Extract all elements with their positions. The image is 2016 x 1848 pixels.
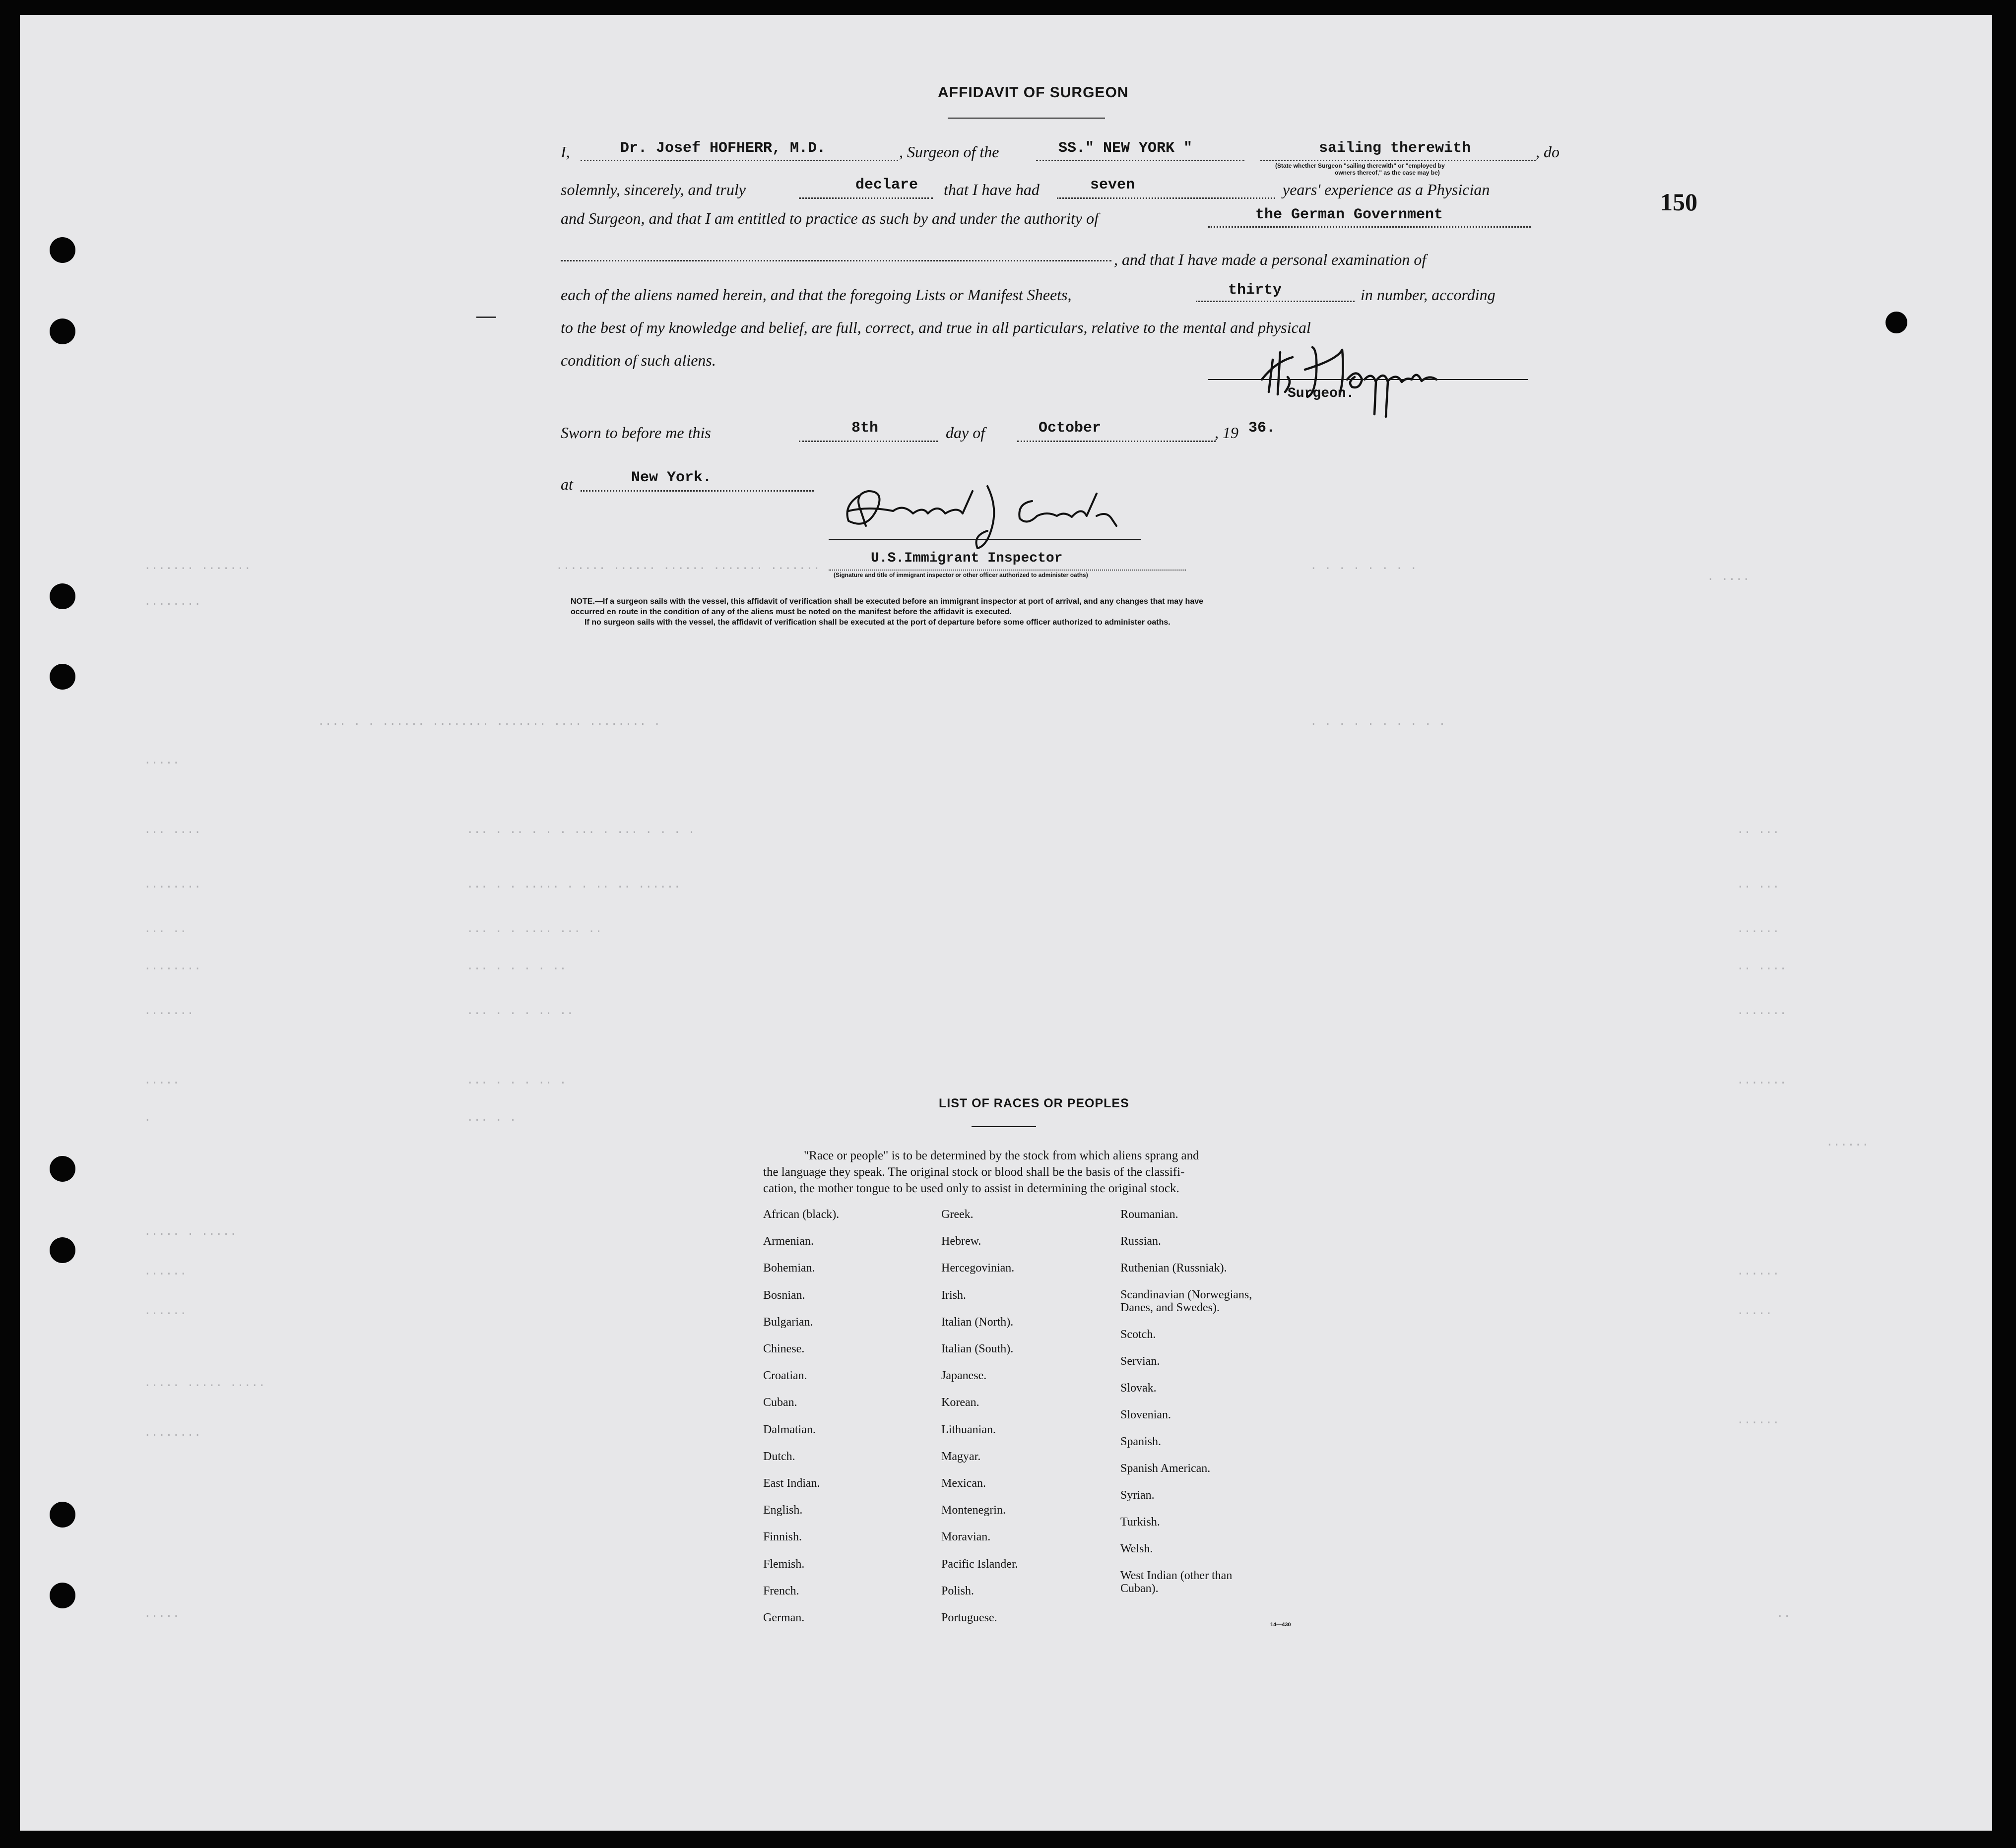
race-item: Turkish. xyxy=(1120,1516,1160,1529)
race-item: Hebrew. xyxy=(941,1235,981,1248)
sworn-place-line xyxy=(581,490,814,492)
race-item: Spanish American. xyxy=(1120,1462,1211,1475)
page-number: 150 xyxy=(1660,188,1697,216)
sworn-place: New York. xyxy=(631,469,712,486)
race-item: Scandinavian (Norwegians, xyxy=(1120,1288,1252,1301)
race-item: Flemish. xyxy=(763,1558,805,1571)
text-day-of: day of xyxy=(946,424,985,442)
race-item: Moravian. xyxy=(941,1530,991,1543)
races-intro-2: the language they speak. The original stock or blood shall be the basis of the classifi- xyxy=(763,1165,1185,1179)
surgeon-capacity: sailing therewith xyxy=(1319,140,1471,157)
race-item: Italian (North). xyxy=(941,1316,1014,1329)
races-title: LIST OF RACES OR PEOPLES xyxy=(939,1096,1129,1110)
race-item: English. xyxy=(763,1504,803,1517)
binder-hole xyxy=(50,1583,75,1608)
race-item: Portuguese. xyxy=(941,1611,997,1624)
race-item: Italian (South). xyxy=(941,1342,1014,1355)
race-item: Danes, and Swedes). xyxy=(1120,1301,1220,1314)
ship-name-line xyxy=(1036,160,1244,161)
binder-hole xyxy=(50,583,75,609)
ship-name: SS." NEW YORK " xyxy=(1058,140,1193,157)
race-item: Dalmatian. xyxy=(763,1423,816,1436)
race-item: Polish. xyxy=(941,1585,975,1597)
capacity-note-1: (State whether Surgeon "sailing therewith" or "employed by xyxy=(1275,162,1445,169)
text-sworn: Sworn to before me this xyxy=(561,424,711,442)
binder-hole xyxy=(50,664,75,690)
surgeon-name: Dr. Josef HOFHERR, M.D. xyxy=(620,140,826,157)
form-number: 14—430 xyxy=(1270,1622,1291,1628)
race-item: African (black). xyxy=(763,1208,840,1221)
race-item: German. xyxy=(763,1611,805,1624)
race-item: Servian. xyxy=(1120,1355,1160,1368)
text-have-had: that I have had xyxy=(944,181,1040,198)
races-title-underline xyxy=(972,1126,1036,1127)
years-line xyxy=(1057,197,1275,199)
binder-hole xyxy=(50,1502,75,1528)
text-surgeon-of: , Surgeon of the xyxy=(899,143,999,161)
race-item: West Indian (other than xyxy=(1120,1569,1233,1582)
race-item: Lithuanian. xyxy=(941,1423,996,1436)
surgeon-signature xyxy=(1258,332,1486,432)
inspector-title-line xyxy=(829,570,1186,571)
race-item: Japanese. xyxy=(941,1369,987,1382)
text-to-the-best: to the best of my knowledge and belief, are full, correct, and true in all particulars, relative to the mental and physical xyxy=(561,319,1311,336)
race-item: Cuban. xyxy=(763,1396,797,1409)
binder-hole xyxy=(50,237,75,263)
races-intro-3: cation, the mother tongue to be used only to assist in determining the original stock. xyxy=(763,1182,1179,1195)
race-item: Ruthenian (Russniak). xyxy=(1120,1262,1227,1274)
text-and-surgeon: and Surgeon, and that I am entitled to practice as such by and under the authority of xyxy=(561,209,1099,227)
text-year-prefix: , 19 xyxy=(1215,424,1238,442)
sworn-day: 8th xyxy=(851,420,879,437)
sworn-month-line xyxy=(1017,441,1216,442)
race-item: Bosnian. xyxy=(763,1289,805,1302)
race-item: Irish. xyxy=(941,1289,966,1302)
binder-hole xyxy=(50,1237,75,1263)
race-item: Slovak. xyxy=(1120,1382,1157,1395)
text-in-number: in number, according xyxy=(1361,286,1496,304)
text-each-alien: each of the aliens named herein, and that the foregoing Lists or Manifest Sheets, xyxy=(561,286,1072,304)
sworn-year: 36. xyxy=(1248,420,1276,437)
inspector-title: U.S.Immigrant Inspector xyxy=(871,551,1063,566)
text-condition: condition of such aliens. xyxy=(561,351,716,369)
declaration-line xyxy=(799,197,933,199)
manifest-sheet-count: thirty xyxy=(1228,282,1282,299)
sworn-day-line xyxy=(799,441,938,442)
affidavit-title: AFFIDAVIT OF SURGEON xyxy=(938,84,1129,101)
affidavit-note-1: NOTE.—If a surgeon sails with the vessel, this affidavit of verification shall be executed before an immigrant inspector at port of arrival, and any changes that may have xyxy=(571,597,1204,606)
race-item: Syrian. xyxy=(1120,1489,1155,1502)
capacity-note-2: owners thereof," as the case may be) xyxy=(1335,169,1440,176)
race-item: Chinese. xyxy=(763,1342,805,1355)
binder-hole xyxy=(50,1156,75,1182)
race-item: Pacific Islander. xyxy=(941,1558,1018,1571)
race-item: Montenegrin. xyxy=(941,1504,1006,1517)
race-item: Russian. xyxy=(1120,1235,1162,1248)
race-item: Slovenian. xyxy=(1120,1408,1171,1421)
race-item: Welsh. xyxy=(1120,1542,1153,1555)
surgeon-caption: Surgeon. xyxy=(1288,386,1355,401)
inspector-caption: (Signature and title of immigrant inspector or other officer authorized to administer oaths) xyxy=(834,572,1088,578)
text-made-examination: , and that I have made a personal examination of xyxy=(1114,251,1427,268)
race-item: Cuban). xyxy=(1120,1582,1159,1595)
authority-line xyxy=(1208,226,1531,228)
race-item: Greek. xyxy=(941,1208,974,1221)
text-at: at xyxy=(561,475,573,493)
inspector-signature-line xyxy=(829,539,1141,540)
affidavit-note-3: If no surgeon sails with the vessel, the affidavit of verification shall be executed at the port of departure before some officer authorized to administer oaths. xyxy=(585,618,1171,627)
text-do: , do xyxy=(1536,143,1560,161)
surgeon-capacity-line xyxy=(1260,160,1536,161)
race-item: Finnish. xyxy=(763,1530,802,1543)
race-item: Hercegovinian. xyxy=(941,1262,1015,1274)
binder-hole xyxy=(50,319,75,344)
text-solemnly: solemnly, sincerely, and truly xyxy=(561,181,746,198)
manifest-page: ....... ....... ........ ....... ...... ...... ....... ....... . . . . . . . . . .... .... . . ...... ........ ....... .... ........ . . . . . . . . . . . ..... ... .... ... . .. . . . ... . ... . . . . .. ... ........ ... . . ..... . . .. .. ...... .. ... ... .. ... . . .... ... .. ...... ........ ... . . . . .. .. .... ....... ... . . . .. .. ....... ..... ... . . . .. . ....... . ... . . ...... ..... . ..... ...... ...... ..... ..... ..... ........ ...... ..... ...... ..... .. 150 AFFIDAVIT OF SURGEON I, Dr. Josef HOFHERR, M.D. , Surgeon of the SS." NEW YORK " sailing therewith , do (State whether Surgeon "sailing therewith" or "employed by owners thereof," as the case may be) solemnly, sincerely, and truly declare that I have had seven years' experience as a Physician and Surgeon, and that I am entitled to practice as such by and under the authority of the German Government , and that I have made a personal examination of each of the aliens named herein, and that the foregoing Lists or Manifest Sheets, thirty in number, according to the best of my knowledge and belief, are full, correct, and true in all particulars, relative to the mental and physical condition of such aliens. Surgeon. Sworn to before me this 8th day of October , 19 36. at New York. U.S.Immigrant Inspector (Signature and title of immigrant inspector or other officer authorized to administer oaths) NOTE.—If a surgeon sails with the vessel, this affidavit of verification shall be executed before an immigrant inspector at port of arrival, and any changes that may have occurred en route in the condition of any of the aliens must be noted on the manifest before the affidavit is executed. If no surgeon sails with the vessel, the affidavit of verification shall be executed at the port of departure before some officer authorized to administer oaths. LIST OF RACES OR PEOPLES "Race or people" is to be determined by the stock from which aliens sprang and the language they speak. The original stock or blood shall be the basis of the classifi- cation, the mother tongue to be used only to assist in determining the original stock. African (black). Armenian. Bohemian. Bosnian. Bulgarian. Chinese. Croatian. Cuban. Dalmatian. Dutch. East Indian. English. Finnish. Flemish. French. German. Greek. Hebrew. Hercegovinian. Irish. Italian (North). Italian (South). Japanese. Korean. Lithuanian. Magyar. Mexican. Montenegrin. Moravian. Pacific Islander. Polish. Portuguese. Roumanian. Russian. Ruthenian (Russniak). Scandinavian (Norwegians, Danes, and Swedes). Scotch. Servian. Slovak. Slovenian. Spanish. Spanish American. Syrian. Turkish. Welsh. West Indian (other than Cuban). 14—430 xyxy=(20,15,1992,1831)
race-item: Roumanian. xyxy=(1120,1208,1178,1221)
race-item: Spanish. xyxy=(1120,1435,1162,1448)
sheet-count-line xyxy=(1196,301,1355,302)
declaration-word: declare xyxy=(855,177,918,193)
text-i: I, xyxy=(561,143,570,161)
authority-line-cont xyxy=(561,260,1111,261)
race-item: French. xyxy=(763,1585,799,1597)
race-item: Magyar. xyxy=(941,1450,981,1463)
race-item: Korean. xyxy=(941,1396,979,1409)
title-underline xyxy=(948,118,1105,119)
race-item: Mexican. xyxy=(941,1477,986,1490)
years-experience: seven xyxy=(1090,177,1135,193)
text-years-experience: years' experience as a Physician xyxy=(1283,181,1490,198)
binder-hole xyxy=(1886,312,1907,333)
race-item: Bohemian. xyxy=(763,1262,815,1274)
authority: the German Government xyxy=(1255,206,1443,223)
surgeon-signature-line xyxy=(1208,379,1528,380)
race-item: Croatian. xyxy=(763,1369,807,1382)
race-item: East Indian. xyxy=(763,1477,820,1490)
surgeon-name-line xyxy=(581,160,898,161)
race-item: Bulgarian. xyxy=(763,1316,813,1329)
margin-dash xyxy=(476,317,496,318)
sworn-month: October xyxy=(1039,420,1102,437)
race-item: Armenian. xyxy=(763,1235,814,1248)
affidavit-note-2: occurred en route in the condition of any of the aliens must be noted on the manifest before the affidavit is executed. xyxy=(571,608,1012,616)
race-item: Scotch. xyxy=(1120,1328,1156,1341)
race-item: Dutch. xyxy=(763,1450,795,1463)
races-intro-1: "Race or people" is to be determined by the stock from which aliens sprang and xyxy=(804,1149,1199,1162)
